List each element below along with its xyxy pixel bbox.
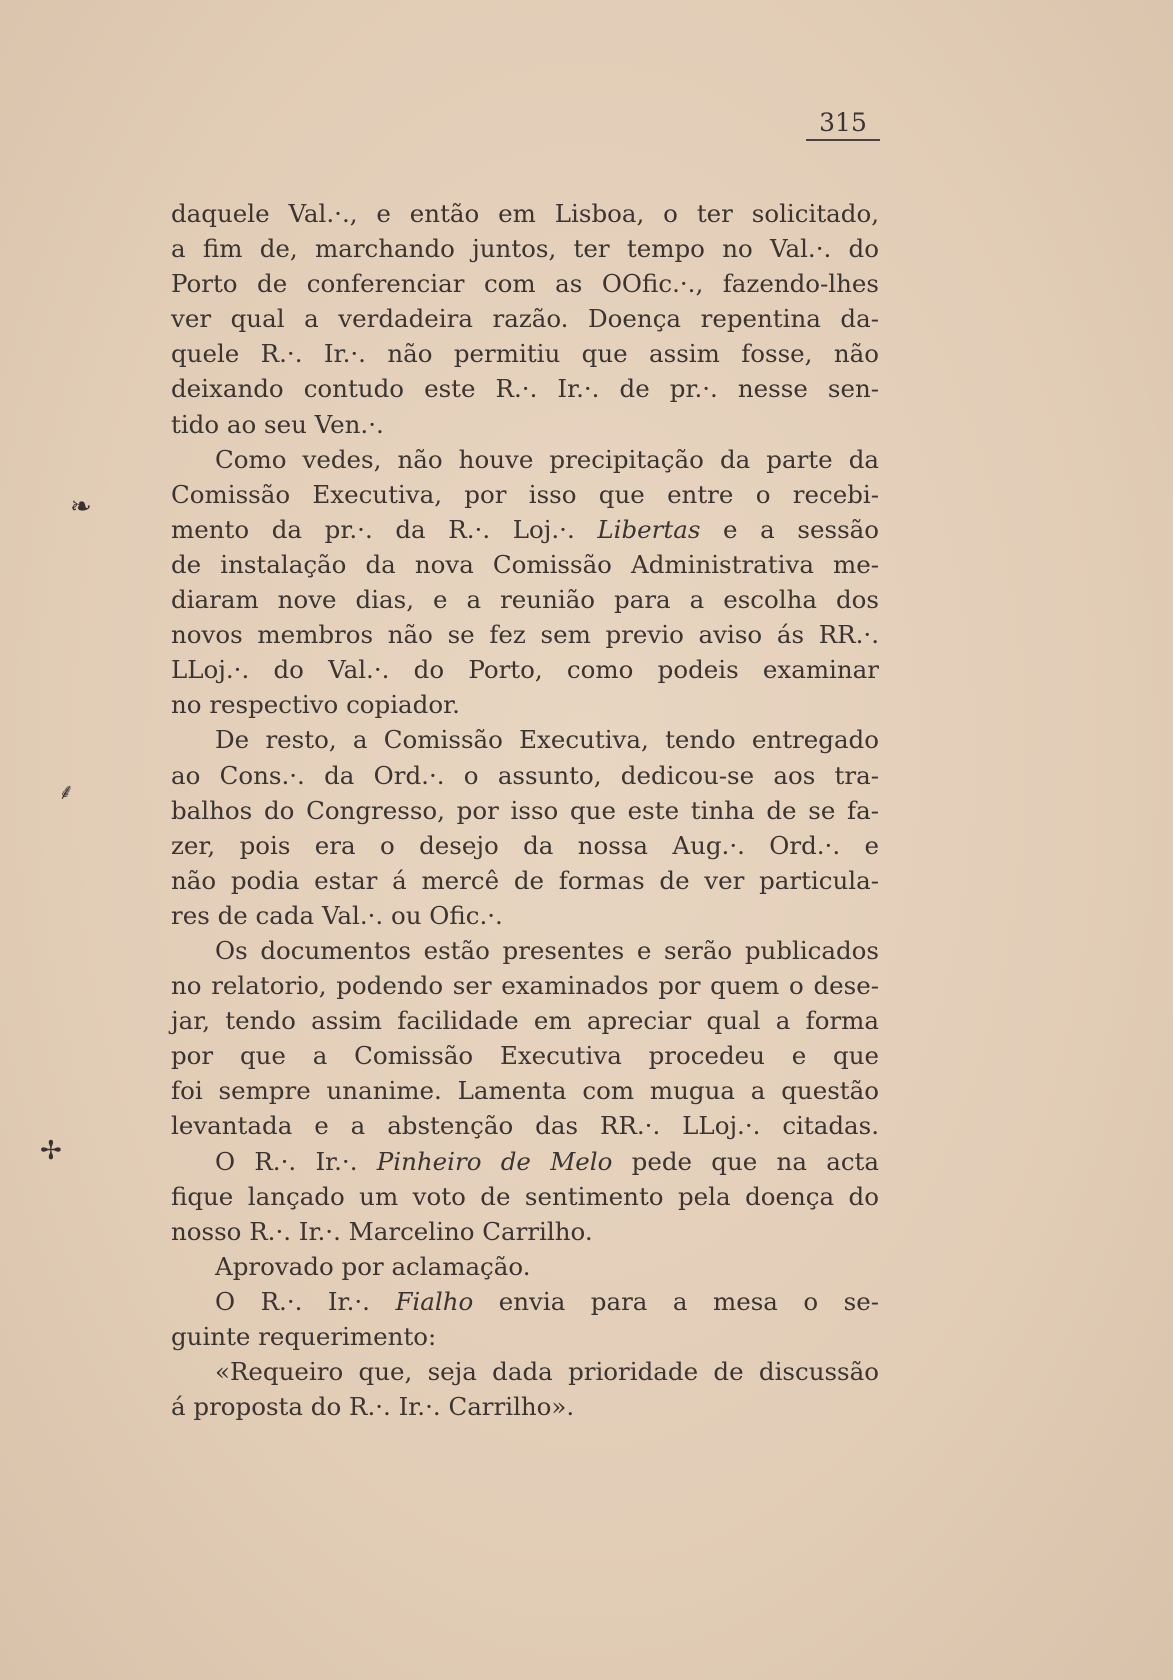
- page-number: 315: [806, 108, 880, 141]
- text-line: nosso R.·. Ir.·. Marcelino Carrilho.: [171, 1216, 593, 1246]
- margin-mark-icon: ❧: [70, 492, 92, 522]
- italic-name: Fialho: [395, 1286, 474, 1316]
- italic-name: Pinheiro de Melo: [376, 1146, 613, 1176]
- text-line: [171, 1284, 879, 1319]
- text-line: ver qual a verdadeira razão. Doença repentina da-: [171, 304, 879, 334]
- text-run: O R.·. Ir.·.: [215, 1146, 377, 1176]
- text-line: [171, 512, 879, 547]
- text-run: pede que na acta: [612, 1146, 879, 1176]
- text-run: mento da pr.·. da R.·. Loj.·.: [171, 514, 598, 544]
- text-line: a fim de, marchando juntos, ter tempo no Val.·. do: [171, 234, 879, 264]
- text-line: não podia estar á mercê de formas de ver particula-: [171, 865, 879, 895]
- italic-name: Libertas: [597, 514, 701, 544]
- text-line: «Requeiro que, seja dada prioridade de discussão: [215, 1357, 879, 1387]
- text-line: De resto, a Comissão Executiva, tendo entregado: [215, 725, 879, 755]
- text-run: O R.·. Ir.·.: [215, 1286, 396, 1316]
- text-line: res de cada Val.·. ou Ofic.·.: [171, 900, 503, 930]
- text-line: deixando contudo este R.·. Ir.·. de pr.·. nesse sen-: [171, 374, 879, 404]
- text-line: diaram nove dias, e a reunião para a escolha dos: [171, 585, 879, 615]
- text-line: fique lançado um voto de sentimento pela doença do: [171, 1181, 879, 1211]
- text-line: Porto de conferenciar com as OOfic.·., fazendo-lhes: [171, 269, 879, 299]
- margin-mark-icon: ✢: [40, 1136, 62, 1166]
- text-line: ao Cons.·. da Ord.·. o assunto, dedicou-se aos tra-: [171, 760, 879, 790]
- text-line: tido ao seu Ven.·.: [171, 409, 384, 439]
- text-line: á proposta do R.·. Ir.·. Carrilho».: [171, 1392, 575, 1422]
- body-text: [171, 196, 879, 1424]
- text-line: foi sempre unanime. Lamenta com mugua a questão: [171, 1076, 879, 1106]
- text-line: levantada e a abstenção das RR.·. LLoj.·. citadas.: [171, 1111, 879, 1141]
- text-line: [171, 1144, 879, 1179]
- text-line: guinte requerimento:: [171, 1322, 437, 1351]
- text-line: Como vedes, não houve precipitação da parte da: [215, 444, 879, 474]
- margin-mark-icon: ⸙: [58, 780, 75, 805]
- text-line: daquele Val.·., e então em Lisboa, o ter solicitado,: [171, 199, 879, 228]
- text-line: por que a Comissão Executiva procedeu e que: [171, 1041, 879, 1071]
- text-line: LLoj.·. do Val.·. do Porto, como podeis examinar: [171, 655, 879, 685]
- text-line: zer, pois era o desejo da nossa Aug.·. Ord.·. e: [171, 830, 879, 860]
- text-line: no respectivo copiador.: [171, 690, 460, 720]
- text-line: de instalação da nova Comissão Administrativa me-: [171, 549, 879, 579]
- text-line: novos membros não se fez sem previo aviso ás RR.·.: [171, 620, 879, 650]
- text-line: Aprovado por aclamação.: [215, 1251, 531, 1281]
- text-run: envia para a mesa o se-: [473, 1286, 879, 1316]
- text-line: Os documentos estão presentes e serão publicados: [215, 935, 879, 965]
- text-run: e a sessão: [700, 514, 879, 544]
- text-line: balhos do Congresso, por isso que este tinha de se fa-: [171, 795, 879, 825]
- text-line: Comissão Executiva, por isso que entre o recebi-: [171, 479, 879, 509]
- text-line: no relatorio, podendo ser examinados por quem o dese-: [171, 971, 879, 1001]
- text-line: quele R.·. Ir.·. não permitiu que assim fosse, não: [171, 339, 879, 369]
- text-line: jar, tendo assim facilidade em apreciar qual a forma: [171, 1006, 879, 1036]
